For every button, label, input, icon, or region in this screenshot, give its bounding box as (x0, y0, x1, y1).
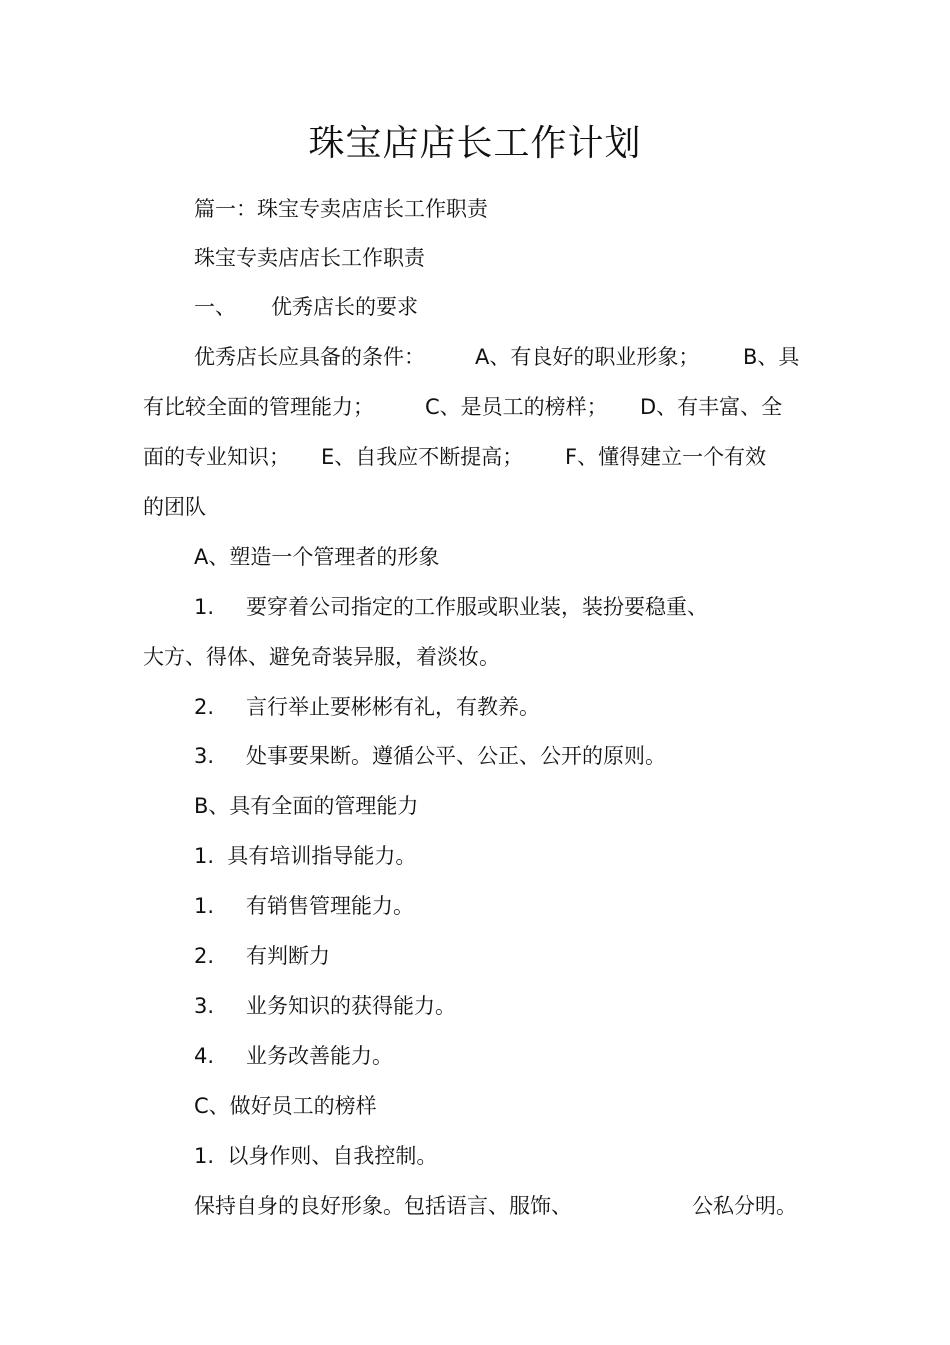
text-line: 的团队 (143, 495, 206, 519)
subsection-heading (194, 791, 418, 821)
list-item (194, 1141, 437, 1171)
text-segment: 要穿着公司指定的工作服或职业装，装扮要稳重、 (246, 595, 708, 619)
list-number: 1. (194, 894, 215, 918)
text-line: 篇一：珠宝专卖店店长工作职责 (194, 197, 488, 221)
list-item (194, 841, 416, 871)
text-line: C、做好员工的榜样 (194, 1094, 377, 1118)
list-number: 3. (194, 744, 215, 768)
numbered-heading (194, 292, 694, 322)
subsection-heading (194, 542, 439, 572)
text-segment: 有销售管理能力。 (246, 894, 414, 918)
text-segment: C、是员工的榜样； (425, 395, 608, 419)
text-segment: 处事要果断。遵循公平、公正、公开的原则。 (246, 744, 666, 768)
text-segment: 保持自身的良好形象。包括语言、服饰、 (194, 1194, 572, 1218)
section-heading (194, 194, 488, 224)
list-number: 2. (194, 695, 215, 719)
text-segment: D、有丰富、全 (640, 395, 783, 419)
text-segment: B、具 (743, 345, 800, 369)
paragraph-line (0, 1191, 950, 1221)
list-item (194, 991, 794, 1021)
paragraph-line (143, 492, 206, 522)
text-segment: 优秀店长的要求 (271, 295, 418, 319)
text-line: 1. 以身作则、自我控制。 (194, 1144, 438, 1168)
text-line: A、塑造一个管理者的形象 (194, 545, 440, 569)
text-line: 1. 具有培训指导能力。 (194, 844, 417, 868)
paragraph-line (0, 392, 950, 422)
text-segment: E、自我应不断提高； (321, 445, 524, 469)
text-segment: A、有良好的职业形象； (475, 345, 700, 369)
text-segment: 面的专业知识； (143, 445, 290, 469)
list-number: 一、 (194, 295, 236, 319)
paragraph-line (0, 442, 950, 472)
text-segment: 公私分明。 (692, 1194, 797, 1218)
text-line: 珠宝专卖店店长工作职责 (194, 246, 425, 270)
text-line: 大方、得体、避免奇装异服，着淡妆。 (143, 645, 500, 669)
text-segment: 优秀店长应具备的条件： (194, 345, 425, 369)
subsection-heading (194, 1091, 377, 1121)
list-number: 1. (194, 595, 215, 619)
list-item (194, 692, 794, 722)
list-number: 3. (194, 994, 215, 1018)
paragraph-line (0, 342, 950, 372)
paragraph-line (143, 642, 500, 672)
list-item (194, 891, 794, 921)
text-segment: 言行举止要彬彬有礼，有教养。 (246, 695, 540, 719)
text-segment: F、懂得建立一个有效 (565, 445, 767, 469)
list-item (194, 941, 794, 971)
list-item (194, 1041, 794, 1071)
text-line: B、具有全面的管理能力 (194, 794, 419, 818)
section-subheading (194, 243, 425, 273)
list-number: 4. (194, 1044, 215, 1068)
text-segment: 有比较全面的管理能力； (143, 395, 374, 419)
text-segment: 业务改善能力。 (246, 1044, 393, 1068)
document-title: 珠宝店店长工作计划 (308, 123, 642, 164)
text-segment: 有判断力 (246, 944, 330, 968)
list-item (194, 741, 794, 771)
text-segment: 业务知识的获得能力。 (246, 994, 456, 1018)
list-item (194, 592, 794, 622)
list-number: 2. (194, 944, 215, 968)
